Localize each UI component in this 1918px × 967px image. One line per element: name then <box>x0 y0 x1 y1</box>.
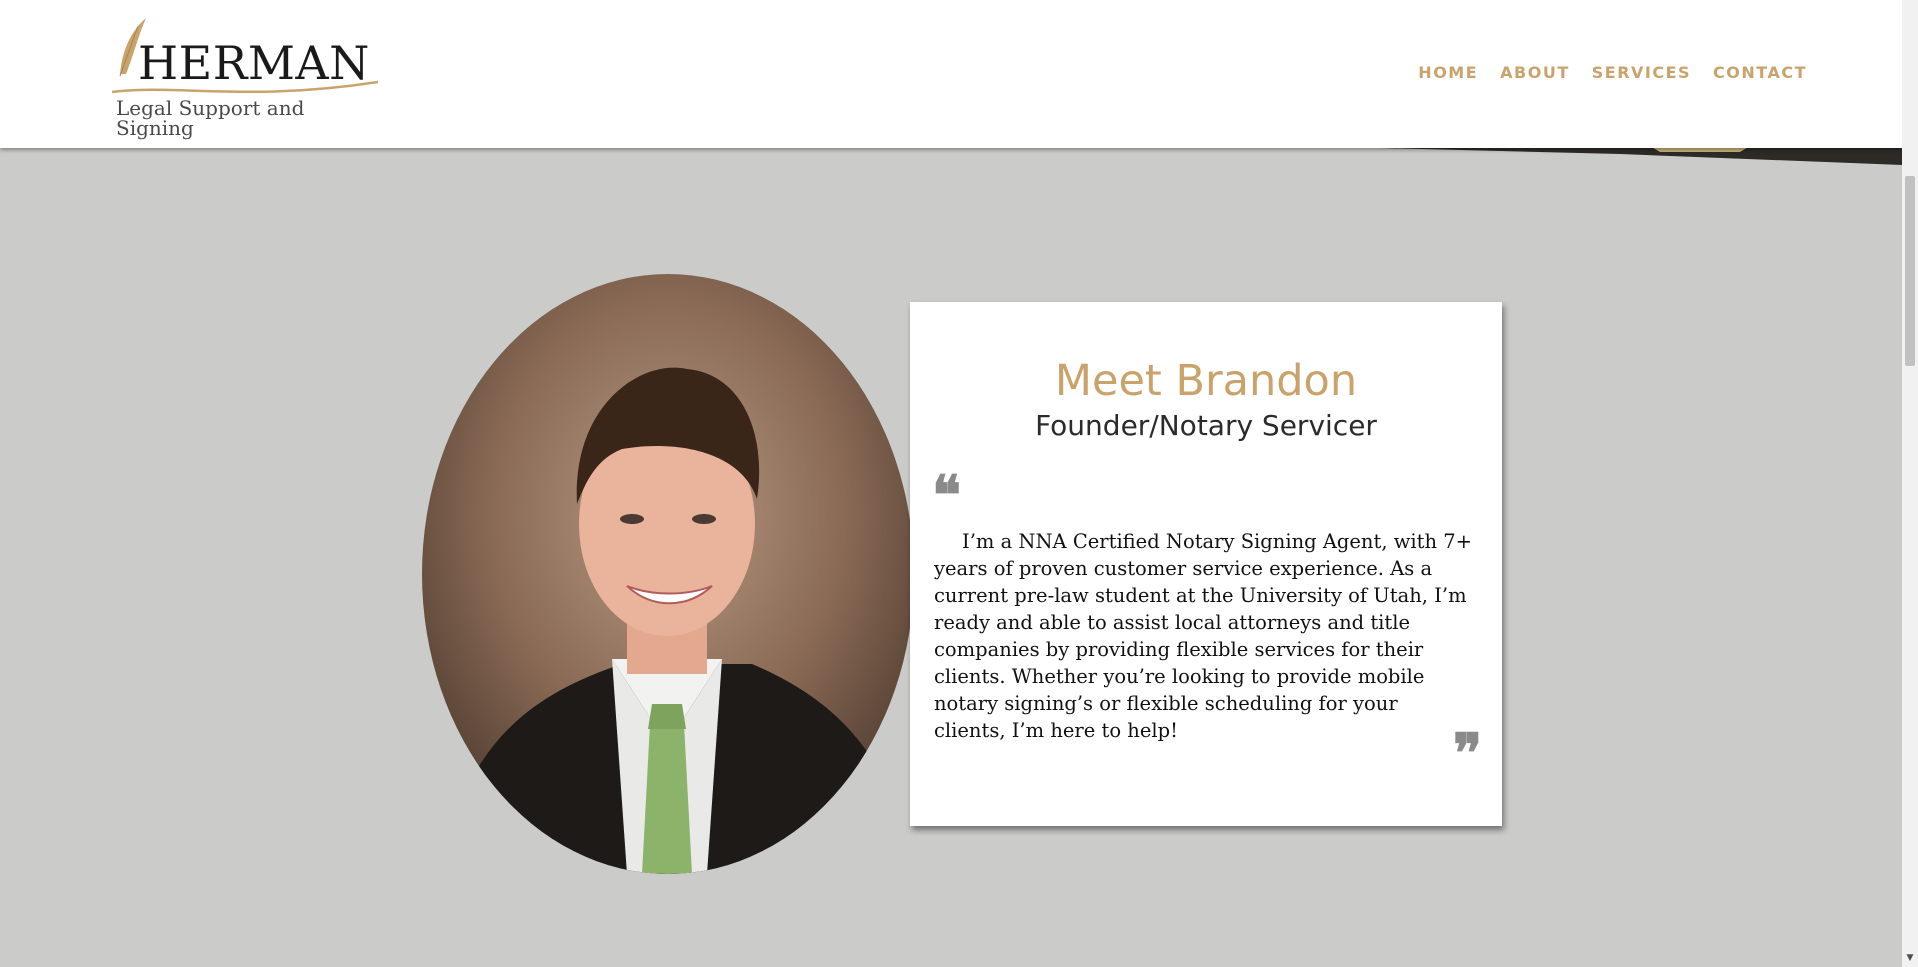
close-quote-icon: ❞ <box>1452 721 1482 785</box>
scroll-down-icon[interactable]: ▼ <box>1906 953 1914 963</box>
profile-role: Founder/Notary Servicer <box>1035 409 1377 442</box>
open-quote-icon: ❝ <box>932 463 962 527</box>
nav-about[interactable]: ABOUT <box>1500 63 1570 82</box>
main-nav <box>1418 63 1807 82</box>
logo-subtitle: Legal Support and Signing <box>116 96 305 140</box>
brandon-portrait <box>422 274 914 874</box>
nav-home[interactable]: HOME <box>1418 63 1479 82</box>
scrollbar-thumb[interactable] <box>1905 176 1915 366</box>
logo-title: HERMAN <box>138 36 370 90</box>
site-header <box>0 0 1902 148</box>
nav-contact[interactable]: CONTACT <box>1713 63 1807 82</box>
page-scrollbar[interactable] <box>1902 0 1918 967</box>
profile-name: Meet Brandon <box>1054 356 1358 406</box>
profile-card <box>910 302 1502 826</box>
site-logo[interactable] <box>108 14 378 140</box>
profile-quote: I’m a NNA Certified Notary Signing Agent, with 7+ years of proven customer service experience. As a current pre-law student at the University of Utah, I’m ready and able to assist local attorneys and title companies by providing flexible services for their clients. Whether you’re looking to provide mobile notary signing’s or flexible scheduling for your clients, I’m here to help! <box>934 529 1472 742</box>
nav-services[interactable]: SERVICES <box>1591 63 1692 82</box>
